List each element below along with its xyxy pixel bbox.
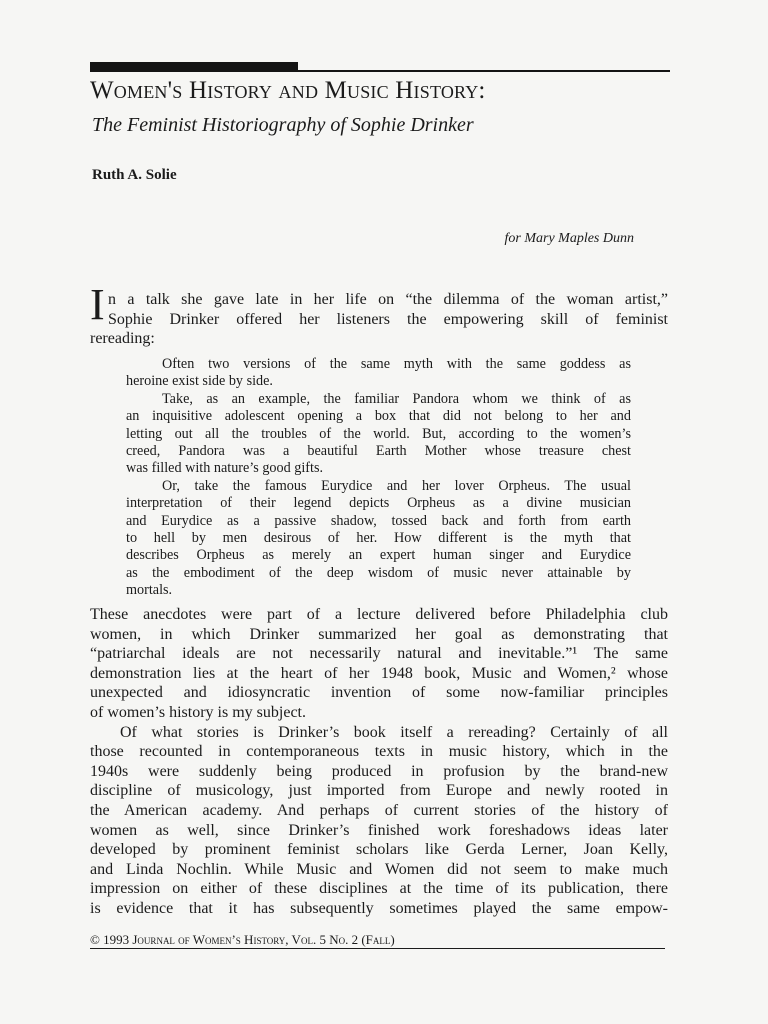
quote-line: describes Orpheus as merely an expert human singer and Eurydice xyxy=(126,547,631,564)
paragraph-line: developed by prominent feminist scholars like Gerda Lerner, Joan Kelly, xyxy=(90,841,668,859)
body-paragraphs xyxy=(90,605,668,919)
quote-line: Often two versions of the same myth with the same goddess as xyxy=(162,356,631,372)
quote-line: mortals. xyxy=(126,582,173,599)
paragraph-line: 1940s were suddenly being produced in profusion by the brand-new xyxy=(90,762,668,780)
article-subtitle: The Feminist Historiography of Sophie Drinker xyxy=(92,114,474,136)
paragraph-line: unexpected and idiosyncratic invention of some now-familiar principles xyxy=(90,684,668,702)
quote-line: interpretation of their legend depicts Orpheus as a divine musician xyxy=(126,495,631,512)
author-name: Ruth A. Solie xyxy=(92,167,177,183)
dedication: for Mary Maples Dunn xyxy=(504,231,634,246)
quote-line: heroine exist side by side. xyxy=(126,373,273,390)
block-quote xyxy=(126,356,631,599)
paragraph-line: n a talk she gave late in her life on “the dilemma of the woman artist,” xyxy=(108,291,668,308)
drop-cap: I xyxy=(90,280,105,329)
quote-line: creed, Pandora was a beautiful Earth Mother whose treasure chest xyxy=(126,442,631,459)
header-rule xyxy=(90,70,670,72)
paragraph-line: of women’s history is my subject. xyxy=(90,703,306,721)
paragraph-line: the American academy. And perhaps of current stories of the history of xyxy=(90,801,668,819)
paragraph-line: rereading: xyxy=(90,330,155,348)
quote-line: letting out all the troubles of the world. But, according to the women’s xyxy=(126,425,631,442)
quote-line: an inquisitive adolescent opening a box that did not belong to her and xyxy=(126,408,631,425)
paragraph-line: women, in which Drinker summarized her goal as demonstrating that xyxy=(90,625,668,643)
paragraph-line: and Linda Nochlin. While Music and Women did not seem to make much xyxy=(90,860,668,878)
article-title: Women's History and Music History: xyxy=(90,77,486,104)
paragraph-line: is evidence that it has subsequently sometimes played the same empow- xyxy=(90,899,668,917)
paragraph-line: Of what stories is Drinker’s book itself a rereading? Certainly of all xyxy=(120,723,668,741)
quote-line: and Eurydice as a passive shadow, tossed back and forth from earth xyxy=(126,512,631,529)
quote-line: Take, as an example, the familiar Pandora whom we think of as xyxy=(162,390,631,407)
paragraph-line: Sophie Drinker offered her listeners the empowering skill of feminist xyxy=(108,310,668,328)
quote-line: to hell by men desirous of her. How different is the myth that xyxy=(126,529,631,546)
paragraph-line: impression on either of these disciplines at the time of its publication, there xyxy=(90,880,668,898)
quote-line: was filled with nature’s good gifts. xyxy=(126,460,324,477)
paragraph-line: These anecdotes were part of a lecture delivered before Philadelphia club xyxy=(90,606,668,623)
paragraph-line: those recounted in contemporaneous texts in music history, which in the xyxy=(90,743,668,761)
quote-line: Or, take the famous Eurydice and her lover Orpheus. The usual xyxy=(162,477,631,494)
paragraph-line: “patriarchal ideals are not necessarily natural and inevitable.”¹ The same xyxy=(90,645,668,663)
paragraph-line: discipline of musicology, just imported from Europe and newly rooted in xyxy=(90,782,668,800)
quote-line: as the embodiment of the deep wisdom of music never attainable by xyxy=(126,564,631,581)
opening-paragraph xyxy=(90,290,668,349)
journal-citation: © 1993 Journal of Women’s History, Vol. 5 No. 2 (Fall) xyxy=(90,932,395,947)
paragraph-line: women as well, since Drinker’s finished work foreshadows ideas later xyxy=(90,821,668,839)
footer-rule xyxy=(90,948,665,949)
paragraph-line: demonstration lies at the heart of her 1948 book, Music and Women,² whose xyxy=(90,664,668,682)
